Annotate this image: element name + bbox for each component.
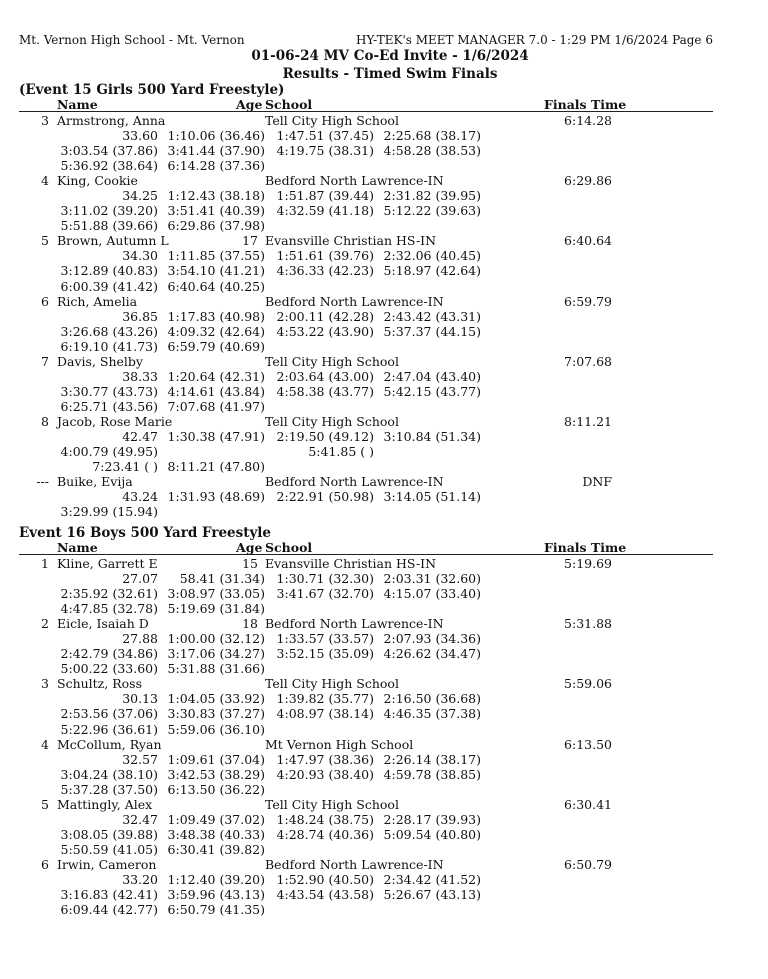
event-title: (Event 15 Girls 500 Yard Freestyle): [19, 82, 285, 98]
split-time: 4:43.54 (43.58): [276, 887, 374, 903]
swimmer-name: King, Cookie: [57, 173, 138, 189]
place: ---: [36, 474, 49, 490]
finals-time: 6:59.79: [564, 293, 612, 309]
place: 5: [41, 796, 49, 812]
swimmer-age: [213, 173, 258, 188]
place: 6: [41, 293, 49, 309]
split-time: 4:09.32 (42.64): [167, 323, 265, 339]
split-time: 3:41.67 (32.70): [276, 586, 374, 602]
split-time: 4:59.78 (38.85): [383, 766, 481, 782]
split-time: 32.47: [122, 811, 158, 827]
split-time: 2:31.82 (39.95): [383, 188, 481, 204]
split-time: 1:09.61 (37.04): [167, 751, 265, 767]
split-time: 1:47.97 (38.36): [276, 751, 374, 767]
column-header: [19, 97, 713, 112]
split-time: 2:35.92 (32.61): [60, 586, 158, 602]
swimmer-school: Mt Vernon High School: [265, 736, 414, 752]
col-name: Name: [57, 97, 98, 112]
swimmer-school: Evansville Christian HS-IN: [265, 556, 437, 571]
finals-time: 6:40.64: [564, 233, 612, 249]
split-time: 3:26.68 (43.26): [60, 323, 158, 339]
split-time: 6:13.50 (36.22): [167, 781, 265, 797]
split-time: 1:31.93 (48.69): [167, 489, 265, 505]
split-time: 5:50.59 (41.05): [60, 841, 158, 857]
place: 6: [41, 857, 49, 872]
col-finals-time: Finals Time: [544, 97, 627, 112]
split-time: 1:00.00 (32.12): [167, 631, 265, 647]
split-time: 3:11.02 (39.20): [60, 203, 158, 219]
split-time: 4:15.07 (33.40): [383, 586, 481, 602]
split-time: 1:12.40 (39.20): [167, 872, 265, 888]
split-time: 34.30: [122, 248, 158, 264]
split-time: 1:52.90 (40.50): [276, 872, 374, 888]
split-time: 6:14.28 (37.36): [167, 158, 265, 174]
split-time: 5:51.88 (39.66): [60, 218, 158, 234]
swimmer-age: [213, 797, 258, 812]
finals-time: 6:30.41: [564, 796, 612, 812]
swimmer-name: Jacob, Rose Marie: [57, 414, 173, 429]
place: 7: [41, 353, 49, 369]
swimmer-school: Tell City High School: [265, 796, 399, 812]
split-time: 5:26.67 (43.13): [383, 887, 481, 903]
split-time: 1:51.61 (39.76): [276, 248, 374, 264]
finals-time: 6:29.86: [564, 173, 612, 189]
split-time: 3:51.41 (40.39): [167, 203, 265, 219]
split-time: 5:19.69 (31.84): [167, 601, 265, 617]
split-time: 3:48.38 (40.33): [167, 826, 265, 842]
split-time: 6:09.44 (42.77): [60, 902, 158, 918]
col-name: Name: [57, 540, 98, 555]
split-time: 4:14.61 (43.84): [167, 383, 265, 399]
split-time: 1:47.51 (37.45): [276, 128, 374, 144]
column-header: [19, 540, 713, 555]
swimmer-name: Davis, Shelby: [57, 353, 143, 369]
swimmer-age: [213, 676, 258, 691]
split-time: 5:00.22 (33.60): [60, 661, 158, 677]
finals-time: 5:19.69: [564, 556, 612, 571]
swimmer-school: Bedford North Lawrence-IN: [265, 474, 444, 490]
finals-time: 6:14.28: [564, 113, 612, 128]
split-time: 7:07.68 (41.97): [167, 398, 265, 414]
col-school: School: [265, 540, 313, 555]
finals-time: 5:31.88: [564, 616, 612, 632]
split-time: 2:19.50 (49.12): [276, 429, 374, 445]
split-time: 2:28.17 (39.93): [383, 811, 481, 827]
split-time: 6:50.79 (41.35): [167, 902, 265, 918]
split-time: 58.41 (31.34): [179, 571, 265, 587]
split-time: 3:30.83 (37.27): [167, 706, 265, 722]
split-time: 3:30.77 (43.73): [60, 383, 158, 399]
split-time: 5:59.06 (36.10): [167, 721, 265, 737]
split-time: 4:26.62 (34.47): [383, 646, 481, 662]
split-time: 33.20: [122, 872, 158, 888]
split-time: 1:48.24 (38.75): [276, 811, 374, 827]
split-time: 2:16.50 (36.68): [383, 691, 481, 707]
place: 3: [41, 676, 49, 692]
place: 3: [41, 113, 49, 128]
split-time: 4:08.97 (38.14): [276, 706, 374, 722]
split-time: 3:08.97 (33.05): [167, 586, 265, 602]
swimmer-age: 17: [242, 233, 258, 249]
split-time: 4:19.75 (38.31): [276, 143, 374, 159]
split-time: 27.07: [122, 571, 158, 587]
split-time: 8:11.21 (47.80): [167, 459, 265, 475]
split-time: 34.25: [122, 188, 158, 204]
swimmer-name: Brown, Autumn L: [57, 233, 169, 249]
meet-title: 01-06-24 MV Co-Ed Invite - 1/6/2024: [251, 48, 529, 64]
split-time: 2:34.42 (41.52): [383, 872, 481, 888]
split-time: 3:16.83 (42.41): [60, 887, 158, 903]
swimmer-school: Evansville Christian HS-IN: [265, 233, 437, 249]
place: 1: [41, 556, 49, 571]
header-right: HY-TEK's MEET MANAGER 7.0 - 1:29 PM 1/6/2024 Page 6: [356, 33, 713, 47]
swimmer-age: 15: [242, 556, 258, 571]
split-time: 38.33: [122, 368, 158, 384]
header-left: Mt. Vernon High School - Mt. Vernon: [19, 33, 245, 47]
split-time: 3:12.89 (40.83): [60, 263, 158, 279]
split-time: 6:25.71 (43.56): [60, 398, 158, 414]
split-time: 5:31.88 (31.66): [167, 661, 265, 677]
split-time: 5:37.28 (37.50): [60, 781, 158, 797]
finals-time: 5:59.06: [564, 676, 612, 692]
split-time: 1:51.87 (39.44): [276, 188, 374, 204]
split-time: 2:26.14 (38.17): [383, 751, 481, 767]
col-age: Age: [236, 540, 263, 555]
split-time: 3:10.84 (51.34): [383, 429, 481, 445]
swimmer-name: Mattingly, Alex: [57, 796, 153, 812]
split-time: 43.24: [122, 489, 158, 505]
split-time: 1:12.43 (38.18): [167, 188, 265, 204]
split-time: 2:03.64 (43.00): [276, 368, 374, 384]
swimmer-age: [213, 737, 258, 752]
split-time: 1:10.06 (36.46): [167, 128, 265, 144]
split-time: 6:40.64 (40.25): [167, 278, 265, 294]
split-time: 2:22.91 (50.98): [276, 489, 374, 505]
swimmer-age: [213, 857, 258, 872]
swimmer-name: Armstrong, Anna: [57, 113, 166, 128]
split-time: 2:03.31 (32.60): [383, 571, 481, 587]
split-time: 1:39.82 (35.77): [276, 691, 374, 707]
split-time: 42.47: [122, 429, 158, 445]
split-time: 6:30.41 (39.82): [167, 841, 265, 857]
swimmer-age: [213, 474, 258, 489]
split-time: 2:32.06 (40.45): [383, 248, 481, 264]
split-time: 7:23.41 ( ): [92, 459, 158, 475]
finals-time: 8:11.21: [564, 414, 612, 429]
swimmer-age: [213, 294, 258, 309]
split-time: 6:59.79 (40.69): [167, 338, 265, 354]
split-time: 5:18.97 (42.64): [383, 263, 481, 279]
col-school: School: [265, 97, 313, 112]
split-time: 4:20.93 (38.40): [276, 766, 374, 782]
swimmer-school: Bedford North Lawrence-IN: [265, 857, 444, 872]
split-time: 1:30.38 (47.91): [167, 429, 265, 445]
split-time: 4:00.79 (49.95): [60, 444, 158, 460]
swimmer-school: Tell City High School: [265, 113, 399, 128]
split-time: 4:28.74 (40.36): [276, 826, 374, 842]
split-time: 3:41.44 (37.90): [167, 143, 265, 159]
split-time: 4:53.22 (43.90): [276, 323, 374, 339]
split-time: 3:52.15 (35.09): [276, 646, 374, 662]
place: 5: [41, 233, 49, 249]
swimmer-school: Tell City High School: [265, 676, 399, 692]
split-time: 1:09.49 (37.02): [167, 811, 265, 827]
split-time: 3:14.05 (51.14): [383, 489, 481, 505]
split-time: 1:33.57 (33.57): [276, 631, 374, 647]
place: 4: [41, 173, 49, 189]
split-time: 5:42.15 (43.77): [383, 383, 481, 399]
swimmer-name: Schultz, Ross: [57, 676, 142, 692]
swimmer-school: Bedford North Lawrence-IN: [265, 616, 444, 632]
split-time: 4:36.33 (42.23): [276, 263, 374, 279]
split-time: 2:07.93 (34.36): [383, 631, 481, 647]
split-time: 33.60: [122, 128, 158, 144]
split-time: 3:42.53 (38.29): [167, 766, 265, 782]
split-time: 5:12.22 (39.63): [383, 203, 481, 219]
swimmer-name: Rich, Amelia: [57, 293, 138, 309]
swimmer-school: Bedford North Lawrence-IN: [265, 293, 444, 309]
split-time: 4:32.59 (41.18): [276, 203, 374, 219]
split-time: 4:46.35 (37.38): [383, 706, 481, 722]
split-time: 3:59.96 (43.13): [167, 887, 265, 903]
swimmer-age: [213, 354, 258, 369]
split-time: 5:22.96 (36.61): [60, 721, 158, 737]
split-time: 6:00.39 (41.42): [60, 278, 158, 294]
place: 4: [41, 736, 49, 752]
split-time: 1:11.85 (37.55): [167, 248, 265, 264]
swimmer-school: Bedford North Lawrence-IN: [265, 173, 444, 189]
split-time: 2:53.56 (37.06): [60, 706, 158, 722]
split-time: 6:19.10 (41.73): [60, 338, 158, 354]
swimmer-school: Tell City High School: [265, 414, 399, 429]
split-time: 3:17.06 (34.27): [167, 646, 265, 662]
split-time: 3:29.99 (15.94): [60, 504, 158, 520]
swimmer-age: 18: [242, 616, 258, 632]
swimmer-name: McCollum, Ryan: [57, 736, 162, 752]
split-time: 2:43.42 (43.31): [383, 308, 481, 324]
finals-time: DNF: [582, 474, 612, 490]
split-time: 5:37.37 (44.15): [383, 323, 481, 339]
swimmer-name: Buike, Evija: [57, 474, 133, 490]
swimmer-name: Irwin, Cameron: [57, 857, 157, 872]
finals-time: 6:50.79: [564, 857, 612, 872]
split-time: 4:58.28 (38.53): [383, 143, 481, 159]
swimmer-age: [213, 113, 258, 128]
split-time: 1:04.05 (33.92): [167, 691, 265, 707]
split-time: 4:58.38 (43.77): [276, 383, 374, 399]
split-time: 5:09.54 (40.80): [383, 826, 481, 842]
split-time: 2:00.11 (42.28): [276, 308, 374, 324]
split-time: 4:47.85 (32.78): [60, 601, 158, 617]
swimmer-name: Eicle, Isaiah D: [57, 616, 149, 632]
split-time: 3:54.10 (41.21): [167, 263, 265, 279]
swimmer-school: Tell City High School: [265, 353, 399, 369]
meet-subtitle: Results - Timed Swim Finals: [282, 66, 498, 82]
split-time: 2:47.04 (43.40): [383, 368, 481, 384]
split-time: 1:17.83 (40.98): [167, 308, 265, 324]
split-time: 5:36.92 (38.64): [60, 158, 158, 174]
split-time: 6:29.86 (37.98): [167, 218, 265, 234]
finals-time: 7:07.68: [564, 353, 612, 369]
col-finals-time: Finals Time: [544, 540, 627, 555]
split-time: 32.57: [122, 751, 158, 767]
col-age: Age: [236, 97, 263, 112]
split-time: 30.13: [122, 691, 158, 707]
place: 8: [41, 414, 49, 429]
place: 2: [41, 616, 49, 632]
split-time: 3:04.24 (38.10): [60, 766, 158, 782]
split-time: 36.85: [122, 308, 158, 324]
finals-time: 6:13.50: [564, 736, 612, 752]
split-time: 1:30.71 (32.30): [276, 571, 374, 587]
event-title: Event 16 Boys 500 Yard Freestyle: [19, 525, 272, 541]
split-time: 1:20.64 (42.31): [167, 368, 265, 384]
split-time: 2:25.68 (38.17): [383, 128, 481, 144]
split-time: 3:08.05 (39.88): [60, 826, 158, 842]
split-time: 2:42.79 (34.86): [60, 646, 158, 662]
split-time: 5:41.85 ( ): [308, 444, 374, 460]
split-time: 27.88: [122, 631, 158, 647]
swimmer-age: [213, 414, 258, 429]
swimmer-name: Kline, Garrett E: [57, 556, 158, 571]
split-time: 3:03.54 (37.86): [60, 143, 158, 159]
